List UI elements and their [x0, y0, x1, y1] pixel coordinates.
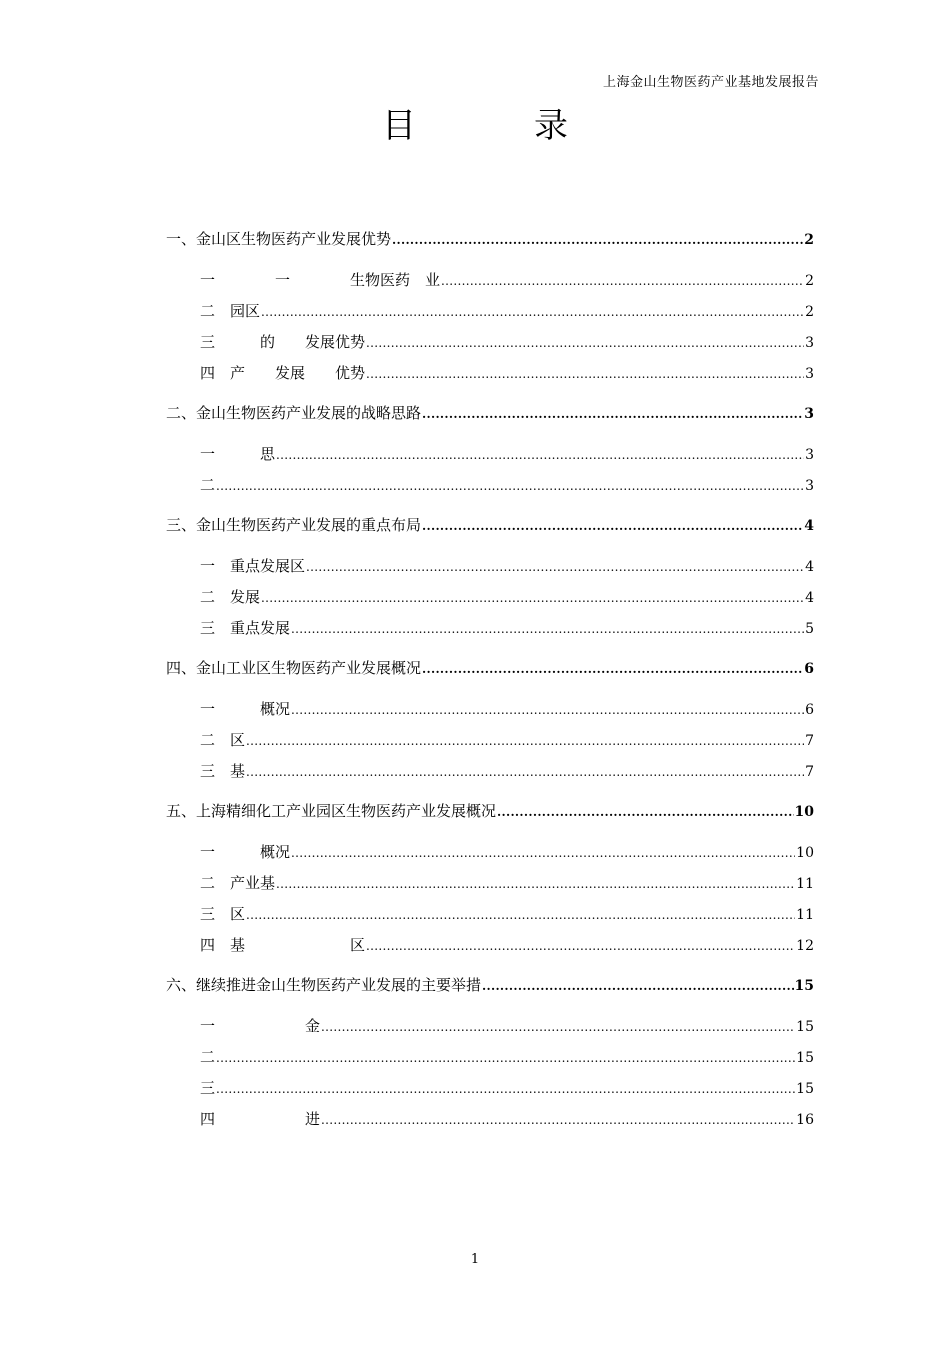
toc-page-number: 2: [804, 232, 814, 248]
toc-section-title: 二 区: [200, 731, 246, 749]
toc-page-number: 4: [804, 518, 814, 534]
toc-leader-dots: [306, 560, 804, 574]
toc-section-entry[interactable]: [166, 729, 814, 749]
toc-page-number: 15: [796, 1050, 814, 1066]
toc-section-entry[interactable]: [166, 443, 814, 463]
toc-page-number: 4: [805, 559, 814, 575]
toc-section-title: 二: [200, 1048, 216, 1066]
toc-page-number: 10: [794, 804, 814, 820]
toc-section-entry[interactable]: [166, 934, 814, 954]
toc-section-entry[interactable]: [166, 698, 814, 718]
toc-page-number: 11: [796, 876, 814, 892]
toc-section-entry[interactable]: [166, 1077, 814, 1097]
toc-chapter-title: 六、继续推进金山生物医药产业发展的主要举措: [166, 976, 482, 994]
toc-page-number: 7: [805, 733, 814, 749]
running-header: 上海金山生物医药产业基地发展报告: [602, 75, 819, 90]
table-of-contents: [166, 228, 814, 1128]
toc-section-entry[interactable]: [166, 474, 814, 494]
toc-section-entry[interactable]: [166, 269, 814, 289]
toc-section-title: 三 的 发展优势: [200, 333, 366, 351]
toc-section-title: 四 基 区: [200, 936, 366, 954]
toc-leader-dots: [321, 1113, 795, 1127]
toc-chapter-entry[interactable]: [166, 228, 814, 248]
toc-section-entry[interactable]: [166, 903, 814, 923]
toc-leader-dots: [321, 1020, 795, 1034]
toc-leader-dots: [291, 703, 804, 717]
toc-chapter-entry[interactable]: [166, 657, 814, 677]
toc-page-number: 3: [805, 366, 814, 382]
toc-page-number: 3: [804, 406, 814, 422]
toc-page-number: 11: [796, 907, 814, 923]
toc-section-title: 一 概况: [200, 700, 291, 718]
toc-section-entry[interactable]: [166, 1015, 814, 1035]
toc-leader-dots: [366, 939, 795, 953]
toc-section-title: 二: [200, 476, 216, 494]
toc-section-title: 一 思: [200, 445, 276, 463]
toc-page-number: 3: [805, 447, 814, 463]
toc-page-number: 5: [805, 621, 814, 637]
toc-chapter-title: 五、上海精细化工产业园区生物医药产业发展概况: [166, 802, 497, 820]
toc-section-title: 一 概况: [200, 843, 291, 861]
toc-section-entry[interactable]: [166, 362, 814, 382]
toc-page-number: 6: [804, 661, 814, 677]
toc-leader-dots: [422, 519, 803, 533]
toc-section-entry[interactable]: [166, 1046, 814, 1066]
toc-section-title: 三 区: [200, 905, 246, 923]
toc-chapter-entry[interactable]: [166, 514, 814, 534]
toc-leader-dots: [291, 622, 804, 636]
toc-page-number: 15: [796, 1081, 814, 1097]
toc-section-title: 四 进: [200, 1110, 321, 1128]
toc-leader-dots: [246, 765, 804, 779]
toc-leader-dots: [482, 979, 794, 993]
toc-section-entry[interactable]: [166, 555, 814, 575]
toc-page-number: 6: [805, 702, 814, 718]
toc-chapter-entry[interactable]: [166, 800, 814, 820]
toc-section-entry[interactable]: [166, 872, 814, 892]
toc-chapter-title: 四、金山工业区生物医药产业发展概况: [166, 659, 422, 677]
toc-leader-dots: [276, 877, 795, 891]
toc-leader-dots: [497, 805, 794, 819]
page-number: 1: [470, 1252, 480, 1267]
toc-page-number: 15: [796, 1019, 814, 1035]
toc-leader-dots: [366, 336, 804, 350]
toc-section-entry[interactable]: [166, 841, 814, 861]
toc-page-number: 3: [805, 478, 814, 494]
toc-leader-dots: [422, 407, 803, 421]
toc-leader-dots: [246, 734, 804, 748]
toc-leader-dots: [441, 274, 804, 288]
toc-section-title: 一 一 生物医药 业: [200, 271, 441, 289]
toc-leader-dots: [422, 662, 803, 676]
toc-section-entry[interactable]: [166, 1108, 814, 1128]
toc-leader-dots: [261, 305, 804, 319]
toc-page-number: 16: [796, 1112, 814, 1128]
toc-leader-dots: [392, 233, 803, 247]
toc-leader-dots: [246, 908, 795, 922]
toc-section-title: 一 金: [200, 1017, 321, 1035]
toc-leader-dots: [216, 1082, 795, 1096]
toc-section-entry[interactable]: [166, 760, 814, 780]
toc-page-number: 3: [805, 335, 814, 351]
toc-page-number: 10: [796, 845, 814, 861]
toc-section-title: 二 园区: [200, 302, 261, 320]
toc-chapter-entry[interactable]: [166, 974, 814, 994]
toc-section-title: 三 重点发展: [200, 619, 291, 637]
toc-section-entry[interactable]: [166, 617, 814, 637]
toc-page-number: 2: [805, 273, 814, 289]
toc-leader-dots: [261, 591, 804, 605]
toc-leader-dots: [366, 367, 804, 381]
page-title: 目 录: [382, 106, 610, 146]
toc-page-number: 12: [796, 938, 814, 954]
toc-section-entry[interactable]: [166, 586, 814, 606]
toc-leader-dots: [216, 479, 804, 493]
toc-section-title: 二 发展: [200, 588, 261, 606]
toc-section-title: 一 重点发展区: [200, 557, 306, 575]
toc-section-title: 三 基: [200, 762, 246, 780]
toc-chapter-entry[interactable]: [166, 402, 814, 422]
toc-page-number: 4: [805, 590, 814, 606]
toc-section-entry[interactable]: [166, 300, 814, 320]
toc-section-title: 三: [200, 1079, 216, 1097]
toc-page-number: 15: [794, 978, 814, 994]
toc-leader-dots: [276, 448, 804, 462]
toc-leader-dots: [216, 1051, 795, 1065]
toc-page-number: 2: [805, 304, 814, 320]
toc-section-title: 四 产 发展 优势: [200, 364, 366, 382]
toc-section-title: 二 产业基: [200, 874, 276, 892]
toc-chapter-title: 一、金山区生物医药产业发展优势: [166, 230, 392, 248]
toc-chapter-title: 三、金山生物医药产业发展的重点布局: [166, 516, 422, 534]
toc-chapter-title: 二、金山生物医药产业发展的战略思路: [166, 404, 422, 422]
toc-page-number: 7: [805, 764, 814, 780]
toc-leader-dots: [291, 846, 795, 860]
toc-section-entry[interactable]: [166, 331, 814, 351]
